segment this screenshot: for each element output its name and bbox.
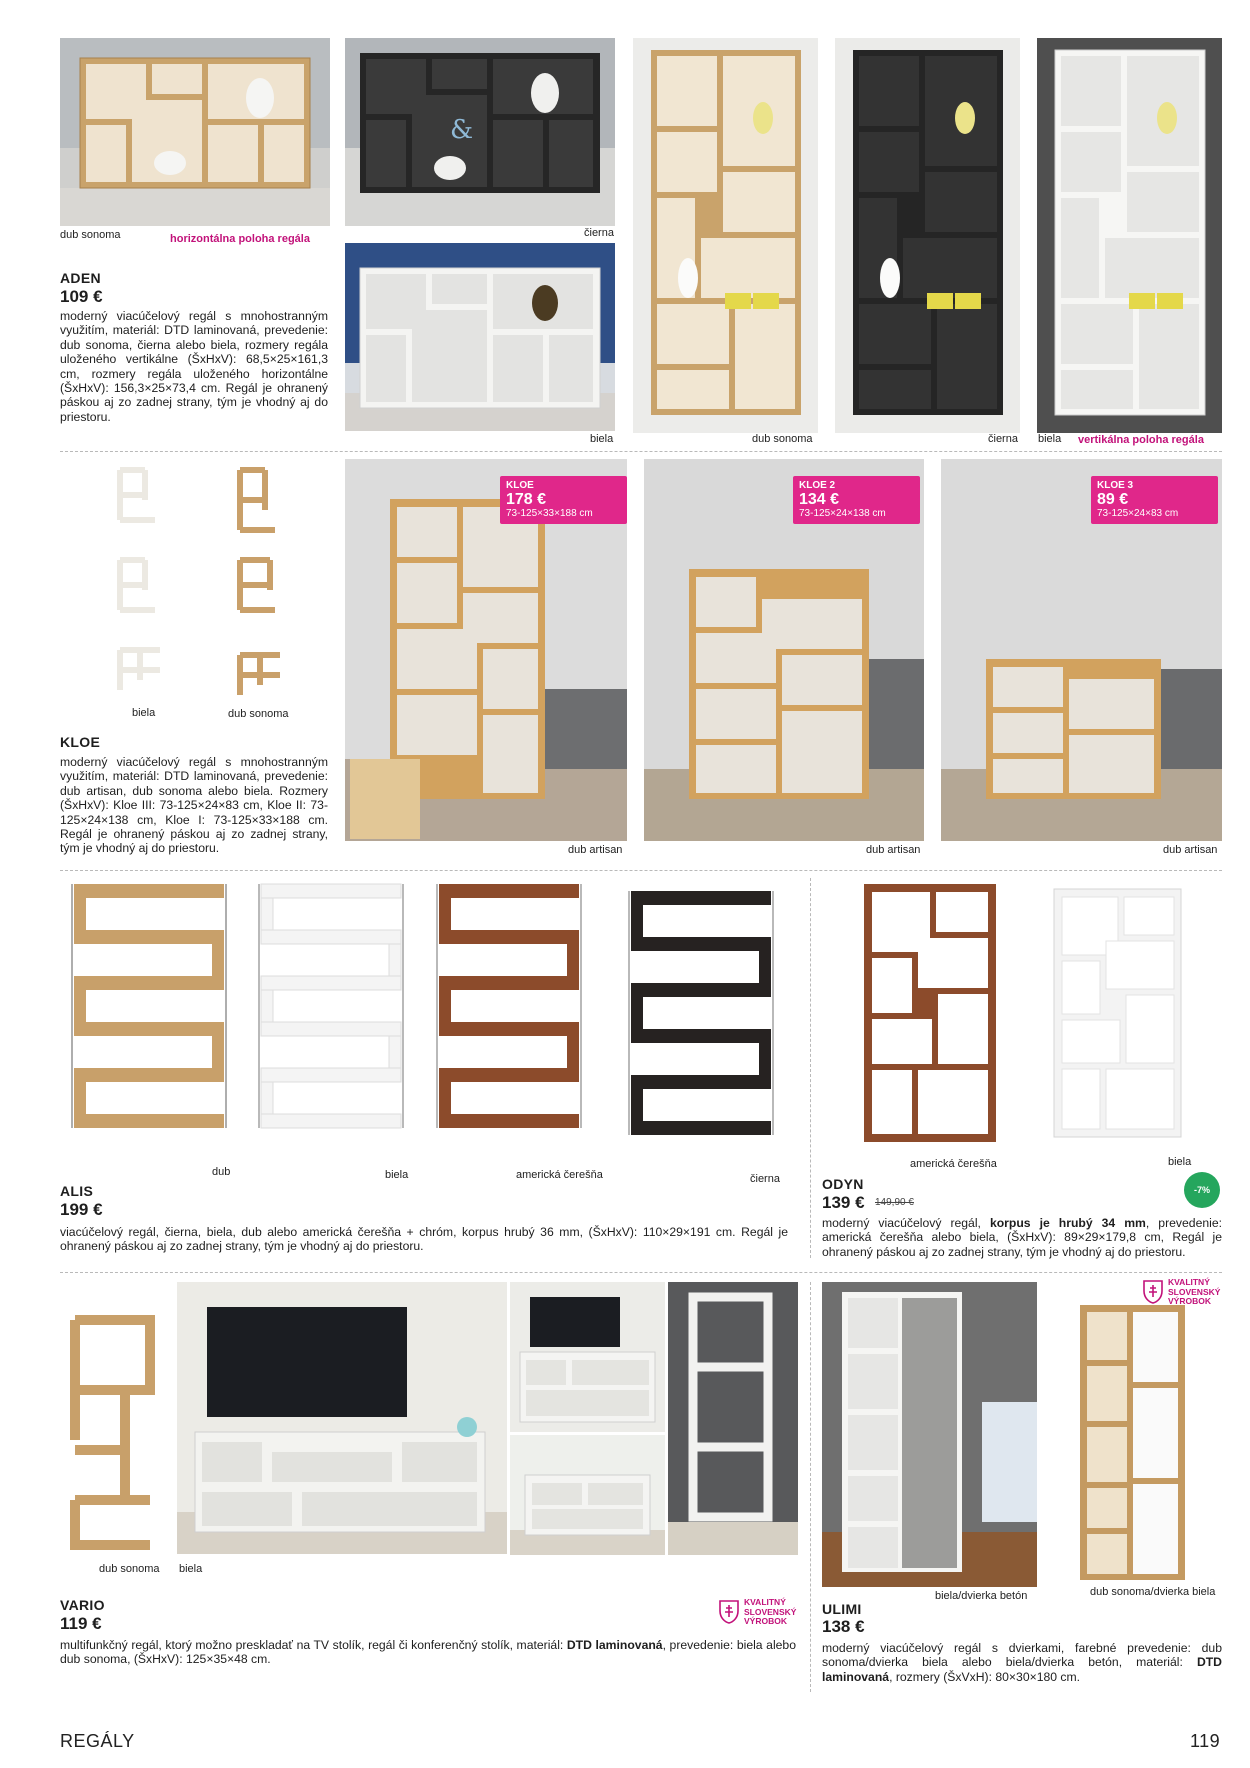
kloe-1-price-badge bbox=[500, 476, 627, 524]
divider bbox=[60, 870, 1222, 871]
vario-caption-oak: dub sonoma bbox=[99, 1563, 160, 1575]
odyn-price: 139 € bbox=[822, 1193, 865, 1212]
odyn-description: moderný viacúčelový regál, korpus je hrubý 34 mm, prevedenie: americká čerešňa alebo biela, (ŠxHxV): 89×29×179,8 cm, Regál je ohranený páskou aj zo zadnej strany, tým je vhodný aj do priestoru. bbox=[822, 1216, 1223, 1259]
vario-coffee-table-photo bbox=[510, 1435, 665, 1555]
alis-black-photo bbox=[625, 885, 780, 1147]
kloe-caption-white: biela bbox=[132, 707, 156, 719]
kloe-1-badge-dims: 73-125×33×188 cm bbox=[506, 508, 593, 519]
kloe-name: KLOE bbox=[60, 734, 101, 750]
odyn-old-price: 149,90 € bbox=[875, 1197, 914, 1208]
vario-caption-white: biela bbox=[179, 1563, 203, 1575]
alis-description: viacúčelový regál, čierna, biela, dub alebo americká čerešňa + chróm, korpus hrubý 36 mm, (ŠxHxV): 110×29×191 cm. Regál je ohranený páskou aj zo zadnej strany, tým je vhodný aj do priestoru. bbox=[60, 1225, 788, 1254]
aden-caption-horizontal: horizontálna poloha regála bbox=[170, 233, 310, 245]
ulimi-quality-seal bbox=[1142, 1278, 1220, 1307]
odyn-discount-badge: -7% bbox=[1184, 1172, 1220, 1208]
vario-name: VARIO bbox=[60, 1597, 105, 1613]
footer-section-title: REGÁLY bbox=[60, 1731, 135, 1751]
seal-line-2: SLOVENSKÝ bbox=[1168, 1286, 1221, 1297]
kloe-2-caption: dub artisan bbox=[866, 844, 921, 856]
kloe-2-badge-name: KLOE 2 bbox=[799, 480, 836, 491]
aden-horizontal-white-photo bbox=[345, 243, 615, 431]
ulimi-description: moderný viacúčelový regál s dvierkami, farebné prevedenie: dub sonoma/dvierka biela alebo biela/dvierka betón, materiál: DTD laminovaná, rozmery (ŠxVxH): 80×30×180 cm. bbox=[822, 1641, 1222, 1684]
ulimi-room-photo bbox=[822, 1282, 1037, 1587]
kloe-3-caption: dub artisan bbox=[1163, 844, 1218, 856]
kloe-2-badge-dims: 73-125×24×138 cm bbox=[799, 508, 886, 519]
alis-caption-cherry: americká čerešňa bbox=[516, 1169, 603, 1181]
seal-line-2: SLOVENSKÝ bbox=[744, 1606, 797, 1617]
odyn-caption-cherry: americká čerešňa bbox=[910, 1158, 997, 1170]
aden-caption-vertical: vertikálna poloha regála bbox=[1078, 434, 1204, 446]
vario-tv-photo bbox=[177, 1282, 507, 1554]
kloe-3-badge-price: 89 € bbox=[1097, 491, 1129, 508]
seal-line-1: KVALITNÝ bbox=[744, 1597, 786, 1607]
vario-quality-seal bbox=[718, 1598, 796, 1627]
alis-price: 199 € bbox=[60, 1200, 103, 1219]
alis-white-photo bbox=[255, 878, 410, 1140]
odyn-name: ODYN bbox=[822, 1176, 864, 1192]
vario-white-stack-photo bbox=[510, 1282, 665, 1432]
alis-oak-photo bbox=[62, 878, 232, 1138]
ulimi-caption-white-concrete: biela/dvierka betón bbox=[935, 1590, 1028, 1602]
alis-caption-oak: dub bbox=[212, 1166, 231, 1178]
kloe-3-badge-dims: 73-125×24×83 cm bbox=[1097, 508, 1179, 519]
aden-vertical-black-photo bbox=[835, 38, 1020, 433]
aden-caption-black-vertical: čierna bbox=[988, 433, 1018, 445]
alis-name: ALIS bbox=[60, 1183, 94, 1199]
kloe-2-price-badge bbox=[793, 476, 920, 524]
aden-horizontal-oak-photo bbox=[60, 38, 330, 226]
aden-vertical-white-photo bbox=[1037, 38, 1222, 433]
aden-name: ADEN bbox=[60, 270, 101, 286]
alis-cherry-photo bbox=[433, 878, 588, 1140]
odyn-white-photo bbox=[1050, 885, 1185, 1140]
aden-vertical-oak-photo bbox=[633, 38, 818, 433]
ulimi-price: 138 € bbox=[822, 1617, 865, 1636]
aden-caption-oak-vertical: dub sonoma bbox=[752, 433, 813, 445]
ulimi-name: ULIMI bbox=[822, 1601, 862, 1617]
aden-caption-white: biela bbox=[590, 433, 614, 445]
vario-price: 119 € bbox=[60, 1614, 102, 1633]
aden-price: 109 € bbox=[60, 287, 103, 306]
ulimi-caption-oak-white: dub sonoma/dvierka biela bbox=[1090, 1586, 1216, 1598]
aden-caption-oak: dub sonoma bbox=[60, 229, 121, 241]
seal-line-3: VÝROBOK bbox=[744, 1616, 787, 1626]
vario-vertical-photo bbox=[668, 1282, 798, 1555]
ulimi-oak-photo bbox=[1075, 1300, 1190, 1585]
alis-caption-white: biela bbox=[385, 1169, 409, 1181]
aden-caption-white-vertical: biela bbox=[1038, 433, 1062, 445]
svg-text:&: & bbox=[450, 115, 474, 145]
odyn-caption-white: biela bbox=[1168, 1156, 1192, 1168]
divider bbox=[60, 1272, 1222, 1273]
aden-caption-black: čierna bbox=[584, 227, 614, 239]
kloe-swatches-photo bbox=[100, 460, 330, 710]
kloe-1-badge-price: 178 € bbox=[506, 491, 547, 508]
odyn-cherry-photo bbox=[860, 880, 1000, 1145]
kloe-description: moderný viacúčelový regál s mnohostranným využitím, materiál: DTD laminovaná, prevedenie: dub artisan, dub sonoma alebo biela. Rozmery (ŠxHxV): Kloe III: 73-125×24×83 cm, Kloe II: 73-125×24×138 cm, Kloe I: 73-125×33×188 cm. Regál je ohranený páskou aj zo zadnej strany, tým je vhodný aj do priestoru. bbox=[60, 755, 328, 856]
vertical-divider bbox=[810, 1282, 811, 1692]
divider bbox=[60, 451, 1222, 452]
kloe-caption-oak: dub sonoma bbox=[228, 708, 289, 720]
kloe-1-badge-name: KLOE bbox=[506, 480, 534, 491]
vertical-divider bbox=[810, 878, 811, 1258]
alis-caption-black: čierna bbox=[750, 1173, 780, 1185]
slovak-cross-icon bbox=[1142, 1279, 1164, 1305]
seal-line-1: KVALITNÝ bbox=[1168, 1277, 1210, 1287]
kloe-2-badge-price: 134 € bbox=[799, 491, 840, 508]
vario-description: multifunkčný regál, ktorý možno preskladať na TV stolík, regál či konferenčný stolík, materiál: DTD laminovaná, prevedenie: biela alebo dub sonoma, (ŠxHxV): 125×35×48 cm. bbox=[60, 1638, 796, 1667]
aden-horizontal-black-photo bbox=[345, 38, 615, 226]
seal-line-3: VÝROBOK bbox=[1168, 1296, 1211, 1306]
kloe-1-caption: dub artisan bbox=[568, 844, 623, 856]
vario-oak-sample-photo bbox=[65, 1310, 160, 1555]
footer-page-number: 119 bbox=[1190, 1731, 1221, 1751]
aden-description: moderný viacúčelový regál s mnohostranným využitím, materiál: DTD laminovaná, prevedenie: dub sonoma, čierna alebo biela, rozmery regála uloženého vertikálne (ŠxHxV): 68,5×25×161,3 cm, rozmery regála uloženého horizontálne (ŠxHxV): 156,3×25×73,4 cm. Regál je ohranený páskou aj zo zadnej strany, tým je vhodný aj do priestoru. bbox=[60, 309, 328, 424]
kloe-3-badge-name: KLOE 3 bbox=[1097, 480, 1134, 491]
kloe-3-price-badge bbox=[1091, 476, 1218, 524]
slovak-cross-icon bbox=[718, 1599, 740, 1625]
